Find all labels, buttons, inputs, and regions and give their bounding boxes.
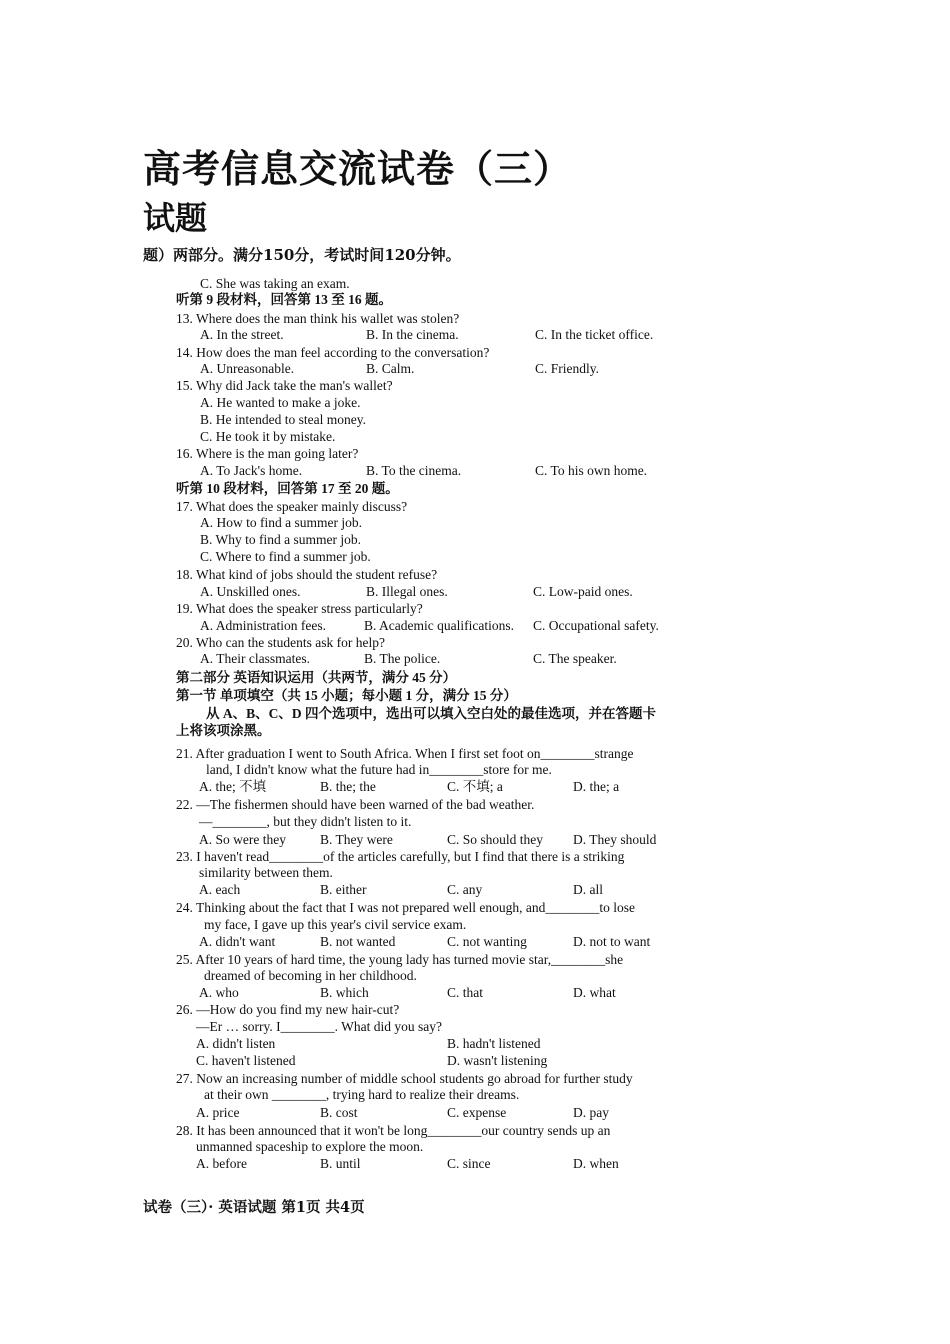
answer-option: A. each	[199, 882, 241, 897]
exam-line	[0, 688, 950, 703]
line-text: land, I didn't know what the future had in________store for me.	[206, 762, 552, 777]
exam-line	[0, 762, 950, 777]
line-text: my face, I gave up this year's civil service exam.	[204, 917, 467, 932]
exam-line	[0, 746, 950, 761]
line-text: 从 A、B、C、D 四个选项中，选出可以填入空白处的最佳选项，并在答题卡	[206, 706, 657, 721]
line-text: C. Where to find a summer job.	[200, 549, 371, 564]
line-text: 21. After graduation I went to South Africa. When I first set foot on________strange	[176, 746, 634, 761]
answer-option: C. So should they	[447, 832, 544, 847]
exam-line	[0, 797, 950, 812]
line-text: B. He intended to steal money.	[200, 412, 366, 427]
line-text: C. She was taking an exam.	[200, 276, 350, 291]
answer-option: C. To his own home.	[535, 463, 648, 478]
answer-option: C. Low-paid ones.	[533, 584, 633, 599]
line-text: 18. What kind of jobs should the student refuse?	[176, 567, 438, 582]
exam-line	[0, 378, 950, 393]
line-text: at their own ________, trying hard to realize their dreams.	[204, 1087, 520, 1102]
line-text: 17. What does the speaker mainly discuss?	[176, 499, 408, 514]
answer-option: A. In the street.	[200, 327, 284, 342]
answer-option: A. To Jack's home.	[200, 463, 303, 478]
answer-option: D. all	[573, 882, 603, 897]
line-text: 13. Where does the man think his wallet was stolen?	[176, 311, 460, 326]
exam-line	[0, 1105, 950, 1120]
line-text: 第一节 单项填空（共 15 小题；每小题 1 分，满分 15 分）	[176, 688, 517, 703]
page-footer: 试卷（三）· 英语试题 第1页 共4页	[143, 1199, 365, 1216]
exam-line	[0, 670, 950, 685]
answer-option: B. In the cinema.	[366, 327, 459, 342]
line-text: 16. Where is the man going later?	[176, 446, 359, 461]
exam-line	[0, 1071, 950, 1086]
answer-option: B. until	[320, 1156, 361, 1171]
exam-line	[0, 882, 950, 897]
answer-option: C. The speaker.	[533, 651, 617, 666]
exam-line	[0, 429, 950, 444]
exam-line	[0, 1019, 950, 1034]
exam-line	[0, 463, 950, 478]
line-text: 第二部分 英语知识运用（共两节，满分 45 分）	[176, 670, 457, 685]
answer-option: C. that	[447, 985, 483, 1000]
exam-line	[0, 395, 950, 410]
answer-option: A. who	[199, 985, 239, 1000]
answer-option: D. what	[573, 985, 616, 1000]
exam-line	[0, 412, 950, 427]
line-text: unmanned spaceship to explore the moon.	[196, 1139, 424, 1154]
answer-option: A. Their classmates.	[200, 651, 310, 666]
exam-line	[0, 276, 950, 291]
answer-option: B. Academic qualifications.	[364, 618, 514, 633]
line-text: dreamed of becoming in her childhood.	[204, 968, 417, 983]
answer-option: A. the; 不填	[199, 779, 267, 794]
line-text: —Er … sorry. I________. What did you say?	[196, 1019, 442, 1034]
exam-line	[0, 917, 950, 932]
exam-line	[0, 481, 950, 496]
exam-line	[0, 532, 950, 547]
answer-option: B. which	[320, 985, 369, 1000]
answer-option: D. They should	[573, 832, 657, 847]
line-text: 22. —The fishermen should have been warned of the bad weather.	[176, 797, 535, 812]
line-text: B. Why to find a summer job.	[200, 532, 361, 547]
answer-option: B. Calm.	[366, 361, 415, 376]
line-text: 24. Thinking about the fact that I was not prepared well enough, and________to lose	[176, 900, 636, 915]
answer-option: B. the; the	[320, 779, 376, 794]
answer-option: A. Unskilled ones.	[200, 584, 301, 599]
exam-line	[0, 499, 950, 514]
exam-line	[0, 601, 950, 616]
answer-option: A. before	[196, 1156, 247, 1171]
exam-line	[0, 1002, 950, 1017]
exam-line	[0, 934, 950, 949]
line-text: 19. What does the speaker stress particularly?	[176, 601, 423, 616]
answer-option: C. Occupational safety.	[533, 618, 659, 633]
exam-line	[0, 1139, 950, 1154]
exam-line	[0, 515, 950, 530]
exam-line	[0, 952, 950, 967]
exam-line	[0, 849, 950, 864]
exam-line	[0, 1087, 950, 1102]
exam-line	[0, 567, 950, 582]
answer-option: D. pay	[573, 1105, 609, 1120]
line-text: 28. It has been announced that it won't be long________our country sends up an	[176, 1123, 611, 1138]
line-text: A. How to find a summer job.	[200, 515, 362, 530]
answer-option: A. didn't listen	[196, 1036, 276, 1051]
exam-line	[0, 584, 950, 599]
exam-line	[0, 327, 950, 342]
line-text: 26. —How do you find my new hair-cut?	[176, 1002, 400, 1017]
exam-line	[0, 635, 950, 650]
exam-line	[0, 706, 950, 721]
line-text: 20. Who can the students ask for help?	[176, 635, 385, 650]
answer-option: B. They were	[320, 832, 393, 847]
answer-option: C. not wanting	[447, 934, 527, 949]
exam-line	[0, 985, 950, 1000]
line-text: 25. After 10 years of hard time, the young lady has turned movie star,________she	[176, 952, 624, 967]
line-text: 27. Now an increasing number of middle school students go abroad for further study	[176, 1071, 633, 1086]
answer-option: B. Illegal ones.	[366, 584, 448, 599]
exam-line	[0, 311, 950, 326]
exam-line	[0, 900, 950, 915]
line-text: 上将该项涂黑。	[176, 723, 271, 738]
line-text: 听第 10 段材料，回答第 17 至 20 题。	[176, 481, 399, 496]
answer-option: D. when	[573, 1156, 619, 1171]
answer-option: C. expense	[447, 1105, 507, 1120]
page-title: 高考信息交流试卷（三）	[143, 146, 573, 191]
answer-option: C. since	[447, 1156, 491, 1171]
answer-option: C. Friendly.	[535, 361, 599, 376]
exam-line	[0, 723, 950, 738]
page-subtitle: 试题	[143, 199, 208, 237]
exam-line	[0, 779, 950, 794]
exam-line	[0, 1123, 950, 1138]
answer-option: C. 不填; a	[447, 779, 503, 794]
line-text: A. He wanted to make a joke.	[200, 395, 361, 410]
answer-option: B. not wanted	[320, 934, 396, 949]
exam-line	[0, 865, 950, 880]
exam-line	[0, 361, 950, 376]
exam-line	[0, 968, 950, 983]
answer-option: B. The police.	[364, 651, 441, 666]
exam-line	[0, 1036, 950, 1051]
answer-option: B. either	[320, 882, 367, 897]
answer-option: C. In the ticket office.	[535, 327, 654, 342]
answer-option: D. the; a	[573, 779, 620, 794]
exam-line	[0, 345, 950, 360]
answer-option: A. Unreasonable.	[200, 361, 295, 376]
exam-line	[0, 1053, 950, 1068]
answer-option: C. haven't listened	[196, 1053, 296, 1068]
line-text: 15. Why did Jack take the man's wallet?	[176, 378, 393, 393]
line-text: 23. I haven't read________of the articles carefully, but I find that there is a striking	[176, 849, 625, 864]
answer-option: A. didn't want	[199, 934, 276, 949]
exam-line	[0, 1156, 950, 1171]
exam-line	[0, 292, 950, 307]
answer-option: A. price	[196, 1105, 240, 1120]
answer-option: D. not to want	[573, 934, 651, 949]
exam-line	[0, 814, 950, 829]
answer-option: C. any	[447, 882, 483, 897]
exam-line	[0, 832, 950, 847]
answer-option: B. To the cinema.	[366, 463, 462, 478]
answer-option: A. So were they	[199, 832, 286, 847]
exam-line	[0, 651, 950, 666]
exam-note: 题）两部分。满分150分，考试时间120分钟。	[143, 246, 461, 264]
exam-line	[0, 549, 950, 564]
line-text: —________, but they didn't listen to it.	[199, 814, 412, 829]
answer-option: D. wasn't listening	[447, 1053, 548, 1068]
line-text: C. He took it by mistake.	[200, 429, 336, 444]
answer-option: B. hadn't listened	[447, 1036, 541, 1051]
answer-option: A. Administration fees.	[200, 618, 326, 633]
line-text: 听第 9 段材料，回答第 13 至 16 题。	[176, 292, 392, 307]
line-text: similarity between them.	[199, 865, 333, 880]
answer-option: B. cost	[320, 1105, 358, 1120]
line-text: 14. How does the man feel according to the conversation?	[176, 345, 490, 360]
exam-line	[0, 618, 950, 633]
exam-line	[0, 446, 950, 461]
